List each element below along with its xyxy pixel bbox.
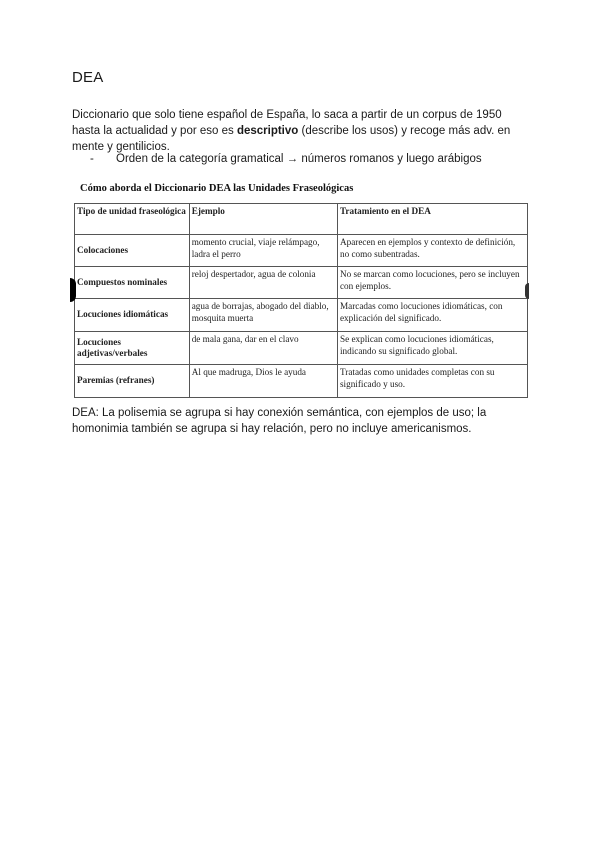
- header-example: Ejemplo: [189, 204, 337, 235]
- cell-type: Locuciones idiomáticas: [75, 299, 190, 332]
- cell-example: de mala gana, dar en el clavo: [189, 332, 337, 365]
- cell-type: Paremias (refranes): [75, 365, 190, 398]
- phraseology-table: [74, 203, 528, 398]
- header-treatment: Tratamiento en el DEA: [337, 204, 527, 235]
- figure-title: Cómo aborda el Diccionario DEA las Unidades Fraseológicas: [80, 183, 354, 194]
- closing-paragraph: DEA: La polisemia se agrupa si hay conexión semántica, con ejemplos de uso; la homonimia también se agrupa si hay relación, pero no incluye americanismos.: [72, 407, 487, 435]
- cell-type: Colocaciones: [75, 235, 190, 267]
- table-row: [75, 332, 528, 365]
- cell-treatment: Aparecen en ejemplos y contexto de definición, no como subentradas.: [337, 235, 527, 267]
- bullet-marker: -: [90, 153, 94, 165]
- cell-treatment: No se marcan como locuciones, pero se incluyen con ejemplos.: [337, 267, 527, 299]
- cell-type: Locuciones adjetivas/verbales: [75, 332, 190, 365]
- header-type: Tipo de unidad fraseológica: [75, 204, 190, 235]
- bullet-text: Orden de la categoría gramatical → números romanos y luego arábigos: [116, 153, 482, 165]
- cell-treatment: Se explican como locuciones idiomáticas, indicando su significado global.: [337, 332, 527, 365]
- cell-treatment: Marcadas como locuciones idiomáticas, con explicación del significado.: [337, 299, 527, 332]
- scan-edge-mark-right: [525, 283, 529, 299]
- table-row: [75, 267, 528, 299]
- table-row: [75, 235, 528, 267]
- table-header-row: [75, 204, 528, 235]
- cell-example: momento crucial, viaje relámpago, ladra el perro: [189, 235, 337, 267]
- intro-text-start: Diccionario que solo tiene español de España, lo saca a partir de un corpus de 1950 hasta la actualidad y por eso es: [72, 109, 502, 137]
- cell-example: Al que madruga, Dios le ayuda: [189, 365, 337, 398]
- intro-paragraph: [72, 107, 532, 155]
- cell-example: reloj despertador, agua de colonia: [189, 267, 337, 299]
- cell-type: Compuestos nominales: [75, 267, 190, 299]
- intro-bold-term: descriptivo: [236, 125, 299, 137]
- bullet-item: [90, 151, 482, 167]
- cell-treatment: Tratadas como unidades completas con su significado y uso.: [337, 365, 527, 398]
- cell-example: agua de borrajas, abogado del diablo, mosquita muerta: [189, 299, 337, 332]
- scan-edge-mark-left: [70, 278, 76, 302]
- intro-text-end: (describe los usos) y recoge más adv. en mente y gentilicios.: [72, 125, 511, 153]
- page-title: DEA: [72, 69, 104, 86]
- table-row: [75, 365, 528, 398]
- table-figure: [72, 182, 528, 398]
- table-row: [75, 299, 528, 332]
